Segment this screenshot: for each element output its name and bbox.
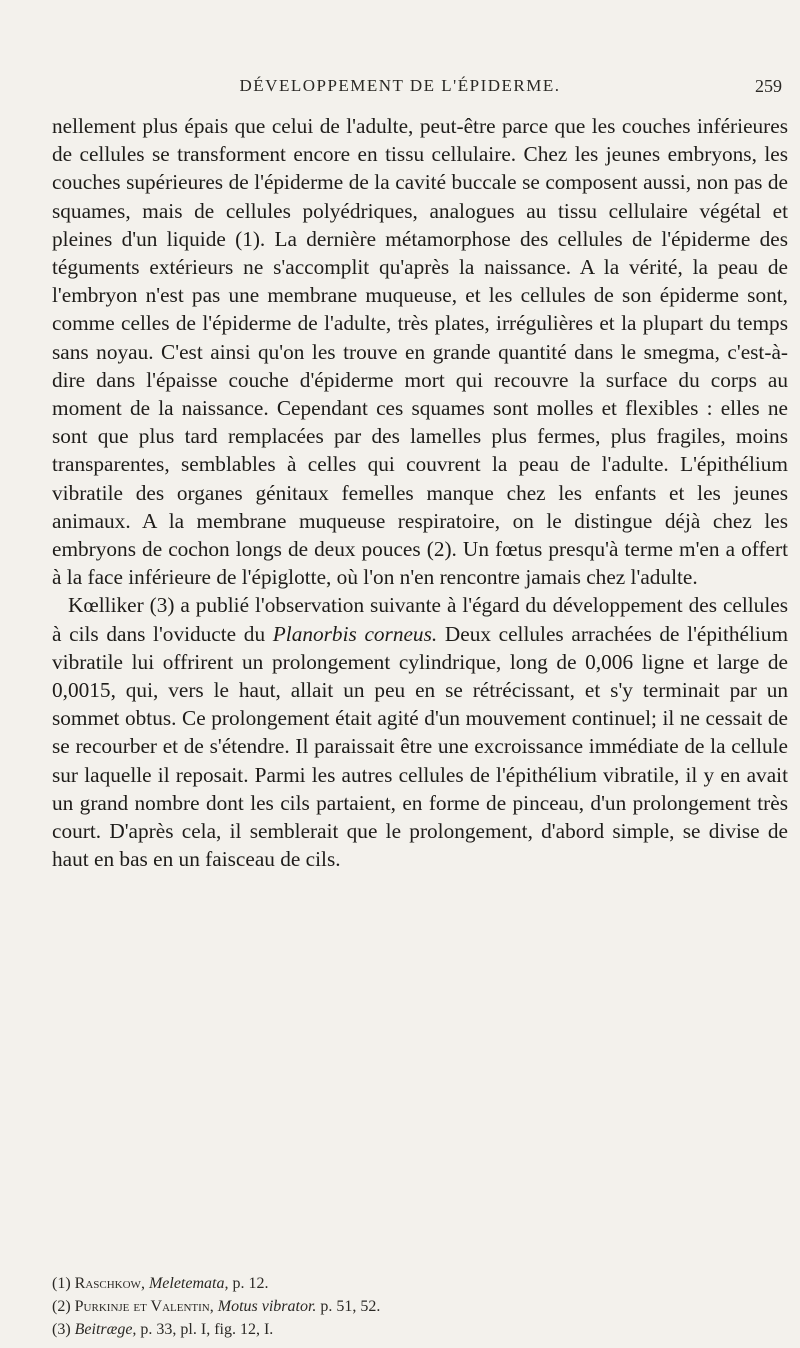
paragraph-2 [52,591,788,873]
paragraph-2-start: Kœlliker (3) a publié l'observation suivante à l'égard du développement des cellules à cils dans l'oviducte du [52,593,788,646]
footnote-title: Beitræge, [74,1321,137,1338]
footnote-rest: p. 51, 52. [316,1298,381,1315]
footnote-author: Raschkow, [74,1275,145,1292]
running-title: DÉVELOPPEMENT DE L'ÉPIDERME. [239,76,561,95]
footnote-2 [52,1295,788,1318]
page-number: 259 [755,76,782,96]
paragraph-1: nellement plus épais que celui de l'adulte, peut-être parce que les couches inférieures de cellules se transforment encore en tissu cellulaire. Chez les jeunes embryons, les couches supérieures de l'épiderme de la cavité buccale se composent aussi, non pas de squames, mais de cellules polyédriques, analogues au tissu cellulaire végétal et pleines d'un liquide (1). La dernière métamorphose des cellules de l'épiderme des téguments extérieurs ne s'accomplit qu'après la naissance. A la vérité, la peau de l'embryon n'est pas une membrane muqueuse, et les cellules de son épiderme sont, comme celles de l'épiderme de l'adulte, très plates, irrégulières et la plupart du temps sans noyau. C'est ainsi qu'on les trouve en grande quantité dans le smegma, c'est-à-dire dans l'épaisse couche d'épiderme mort qui recouvre la surface du corps au moment de la naissance. Cependant ces squames sont molles et flexibles : elles ne sont que plus tard remplacées par des lamelles plus fermes, plus fragiles, moins transparentes, semblables à celles qui couvrent la peau de l'adulte. L'épithélium vibratile des organes génitaux femelles manque chez les enfants et les jeunes animaux. A la membrane muqueuse respiratoire, on le distingue déjà chez les embryons de cochon longs de deux pouces (2). Un fœtus presqu'à terme m'en a offert à la face inférieure de l'épiglotte, où l'on n'en rencontre jamais chez l'adulte. [52,114,788,590]
running-head [0,76,800,100]
footnote-rest: p. 12. [228,1275,269,1292]
footnote-1 [52,1272,788,1295]
footnotes [52,1272,788,1341]
footnote-rest: p. 33, pl. I, fig. 12, I. [136,1321,274,1338]
footnote-number: (3) [52,1321,71,1338]
footnote-title: Motus vibrator. [217,1298,317,1315]
footnote-number: (2) [52,1298,71,1315]
footnote-title: Meletemata, [148,1275,229,1292]
footnote-3 [52,1318,788,1341]
footnote-number: (1) [52,1275,71,1292]
species-name: Planorbis corneus. [272,621,438,646]
body-text [52,112,788,873]
footnote-author: Purkinje et Valentin, [74,1298,214,1315]
paragraph-2-rest: Deux cellules arrachées de l'épithélium vibratile lui offrirent un prolongement cylindrique, long de 0,006 ligne et large de 0,0015, qui, vers le haut, allait un peu en se rétrécissant, et s'y terminait par un sommet obtus. Ce prolongement était agité d'un mouvement continuel; il ne cessait de se recourber et de s'étendre. Il paraissait être une excroissance immédiate de la cellule sur laquelle il reposait. Parmi les autres cellules de l'épithélium vibratile, il y en avait un grand nombre dont les cils partaient, en forme de pinceau, d'un prolongement très court. D'après cela, il semblerait que le prolongement, d'abord simple, se divise de haut en bas en un faisceau de cils. [52,621,789,872]
